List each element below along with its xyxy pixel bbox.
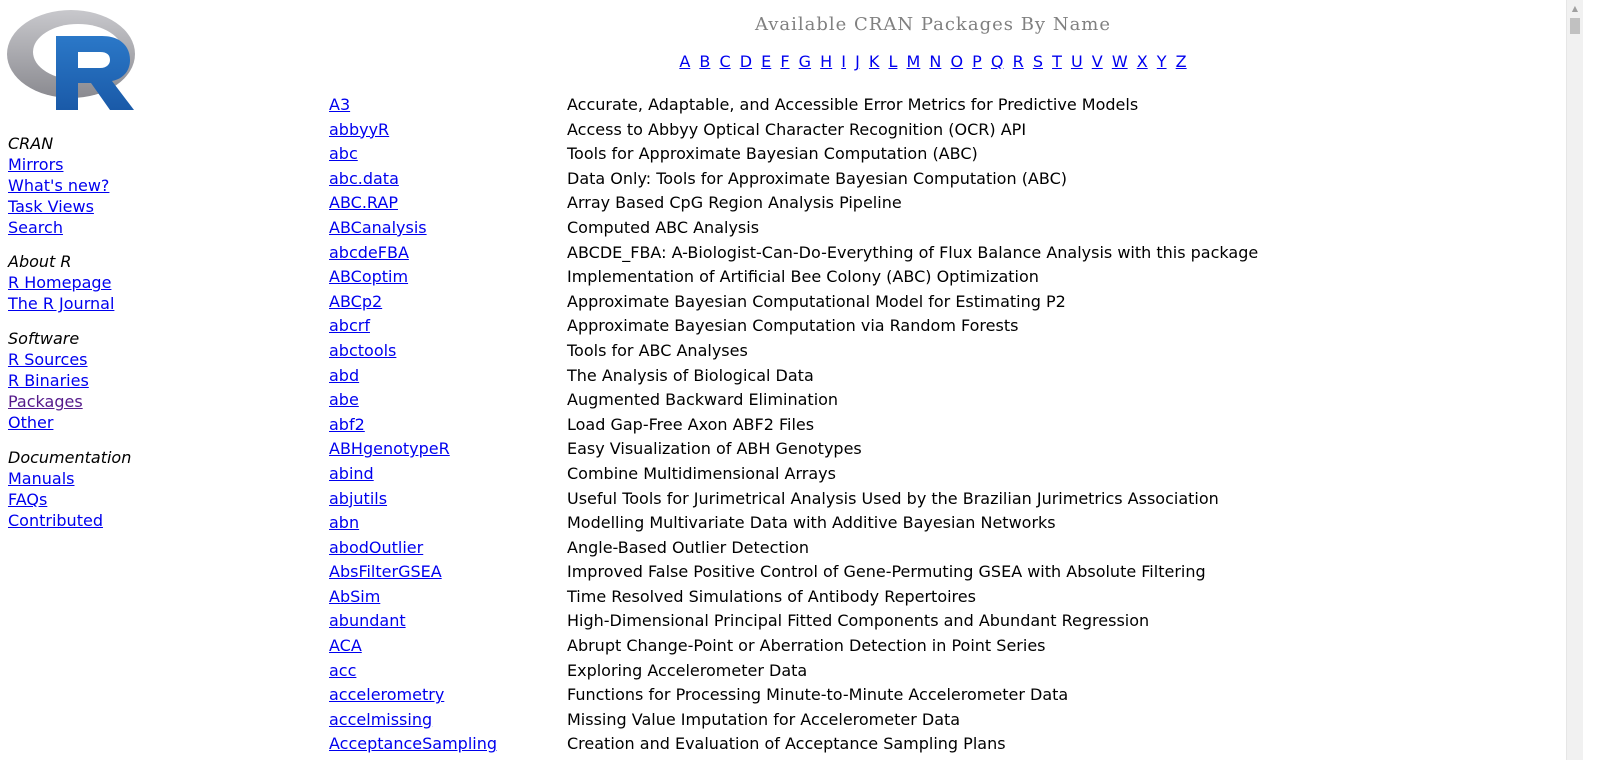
- table-row: [329, 708, 1329, 733]
- table-row: [329, 413, 1329, 438]
- package-link[interactable]: abe: [329, 390, 359, 410]
- package-title: Tools for Approximate Bayesian Computation (ABC): [567, 144, 978, 164]
- table-row: [329, 585, 1329, 610]
- letter-link-s[interactable]: S: [1032, 52, 1043, 71]
- table-row: [329, 487, 1329, 512]
- package-link[interactable]: abf2: [329, 414, 365, 434]
- package-title: Modelling Multivariate Data with Additive Bayesian Networks: [567, 513, 1056, 533]
- page-title: Available CRAN Packages By Name: [754, 14, 1112, 35]
- table-row: [329, 462, 1329, 487]
- package-link[interactable]: abundant: [329, 611, 406, 631]
- package-link[interactable]: ABC.RAP: [329, 193, 398, 213]
- package-link[interactable]: abcdeFBA: [329, 242, 409, 262]
- table-row: [329, 511, 1329, 536]
- scroll-up-arrow-icon[interactable]: ▲: [1571, 4, 1579, 13]
- package-link[interactable]: abc.data: [329, 168, 399, 188]
- nav-link-mirrors[interactable]: Mirrors: [8, 155, 64, 174]
- table-row: [329, 683, 1329, 708]
- letter-link-c[interactable]: C: [719, 52, 731, 71]
- package-title: Combine Multidimensional Arrays: [567, 463, 836, 483]
- sidebar: [0, 0, 300, 760]
- package-link[interactable]: accelmissing: [329, 709, 433, 729]
- package-link[interactable]: ABCanalysis: [329, 217, 427, 237]
- package-link[interactable]: abd: [329, 365, 360, 385]
- vertical-scrollbar[interactable]: [1566, 0, 1583, 760]
- table-row: [329, 265, 1329, 290]
- nav-heading-cran: CRAN: [8, 134, 54, 153]
- letter-link-n[interactable]: N: [929, 52, 942, 71]
- letter-link-u[interactable]: U: [1070, 52, 1083, 71]
- package-title: Approximate Bayesian Computation via Random Forests: [567, 316, 1019, 336]
- letter-link-d[interactable]: D: [739, 52, 753, 71]
- package-title: Angle-Based Outlier Detection: [567, 537, 810, 557]
- package-title: Computed ABC Analysis: [567, 217, 760, 237]
- letter-link-j[interactable]: J: [855, 52, 860, 71]
- package-link[interactable]: AbsFilterGSEA: [329, 562, 442, 582]
- package-title: Missing Value Imputation for Accelerometer Data: [567, 709, 961, 729]
- letter-link-y[interactable]: Y: [1156, 52, 1167, 71]
- table-row: [329, 339, 1329, 364]
- scrollbar-thumb[interactable]: [1570, 18, 1580, 34]
- table-row: [329, 609, 1329, 634]
- window-edge: [1583, 0, 1598, 760]
- letter-link-b[interactable]: B: [699, 52, 711, 71]
- table-row: [329, 191, 1329, 216]
- nav-link-r-binaries[interactable]: R Binaries: [8, 371, 89, 390]
- package-link[interactable]: abbyyR: [329, 119, 390, 139]
- letter-link-i[interactable]: I: [841, 52, 846, 71]
- package-link[interactable]: AbSim: [329, 586, 381, 606]
- package-title: Access to Abbyy Optical Character Recognition (OCR) API: [567, 119, 1027, 139]
- table-row: [329, 388, 1329, 413]
- table-row: [329, 93, 1329, 118]
- nav-heading-software: Software: [8, 329, 80, 348]
- letter-link-q[interactable]: Q: [990, 52, 1004, 71]
- package-title: Abrupt Change-Point or Aberration Detection in Point Series: [567, 636, 1046, 656]
- package-title: Load Gap-Free Axon ABF2 Files: [567, 414, 815, 434]
- table-row: [329, 167, 1329, 192]
- nav-heading-documentation: Documentation: [8, 448, 132, 467]
- nav-link-r-homepage[interactable]: R Homepage: [8, 273, 112, 292]
- package-title: ABCDE_FBA: A-Biologist-Can-Do-Everything of Flux Balance Analysis with this package: [567, 242, 1259, 262]
- letter-link-k[interactable]: K: [868, 52, 880, 71]
- package-title: Implementation of Artificial Bee Colony (ABC) Optimization: [567, 267, 1039, 287]
- nav-link-r-journal[interactable]: The R Journal: [8, 294, 115, 313]
- package-title: Useful Tools for Jurimetrical Analysis Used by the Brazilian Jurimetrics Association: [567, 488, 1219, 508]
- letter-link-r[interactable]: R: [1012, 52, 1024, 71]
- package-link[interactable]: abcrf: [329, 316, 370, 336]
- nav-group-documentation: [8, 447, 288, 531]
- letter-link-g[interactable]: G: [798, 52, 812, 71]
- package-title: Time Resolved Simulations of Antibody Repertoires: [567, 586, 976, 606]
- package-title: Improved False Positive Control of Gene-Permuting GSEA with Absolute Filtering: [567, 562, 1206, 582]
- nav-group-about-r: [8, 251, 288, 314]
- table-row: [329, 314, 1329, 339]
- letter-link-v[interactable]: V: [1091, 52, 1103, 71]
- package-link[interactable]: ACA: [329, 636, 362, 656]
- letter-link-p[interactable]: P: [972, 52, 982, 71]
- package-title: Creation and Evaluation of Acceptance Sampling Plans: [567, 734, 1006, 754]
- alphabet-nav: [300, 52, 1566, 72]
- table-row: [329, 216, 1329, 241]
- nav-group-cran: [8, 133, 288, 238]
- letter-link-z[interactable]: Z: [1175, 52, 1187, 71]
- table-row: [329, 659, 1329, 684]
- letter-link-a[interactable]: A: [679, 52, 691, 71]
- table-row: [329, 118, 1329, 143]
- letter-link-f[interactable]: F: [780, 52, 790, 71]
- table-row: [329, 732, 1329, 757]
- package-title: Data Only: Tools for Approximate Bayesian Computation (ABC): [567, 168, 1067, 188]
- package-link[interactable]: abodOutlier: [329, 537, 424, 557]
- package-link[interactable]: abjutils: [329, 488, 388, 508]
- r-logo[interactable]: [6, 6, 140, 112]
- package-title: The Analysis of Biological Data: [567, 365, 814, 385]
- package-link[interactable]: abctools: [329, 340, 397, 360]
- letter-link-h[interactable]: H: [820, 52, 833, 71]
- letter-link-t[interactable]: T: [1052, 52, 1062, 71]
- letter-link-x[interactable]: X: [1136, 52, 1148, 71]
- package-link[interactable]: abc: [329, 144, 358, 164]
- letter-link-e[interactable]: E: [761, 52, 772, 71]
- nav-link-faqs[interactable]: FAQs: [8, 490, 48, 509]
- package-table: [329, 93, 1329, 757]
- package-title: Easy Visualization of ABH Genotypes: [567, 439, 862, 459]
- package-link[interactable]: abn: [329, 513, 360, 533]
- table-row: [329, 364, 1329, 389]
- table-row: [329, 536, 1329, 561]
- table-row: [329, 560, 1329, 585]
- package-link[interactable]: AcceptanceSampling: [329, 734, 498, 754]
- table-row: [329, 142, 1329, 167]
- package-title: Accurate, Adaptable, and Accessible Error Metrics for Predictive Models: [567, 95, 1139, 114]
- package-link[interactable]: abind: [329, 463, 374, 483]
- package-title: Functions for Processing Minute-to-Minute Accelerometer Data: [567, 685, 1069, 705]
- nav-heading-about-r: About R: [8, 252, 72, 271]
- table-row: [329, 290, 1329, 315]
- package-link[interactable]: accelerometry: [329, 685, 445, 705]
- nav-link-whats-new[interactable]: What's new?: [8, 176, 110, 195]
- nav-link-contributed[interactable]: Contributed: [8, 511, 103, 530]
- package-title: Array Based CpG Region Analysis Pipeline: [567, 193, 902, 213]
- main-content: [300, 0, 1566, 760]
- nav-link-packages[interactable]: Packages: [8, 392, 83, 411]
- table-row: [329, 437, 1329, 462]
- letter-link-o[interactable]: O: [950, 52, 964, 71]
- table-row: [329, 634, 1329, 659]
- nav-group-software: [8, 328, 288, 433]
- nav-link-search[interactable]: Search: [8, 218, 63, 237]
- package-link[interactable]: acc: [329, 660, 357, 680]
- table-row: [329, 241, 1329, 266]
- letter-link-m[interactable]: M: [906, 52, 921, 71]
- nav-link-other[interactable]: Other: [8, 413, 54, 432]
- nav-link-r-sources[interactable]: R Sources: [8, 350, 88, 369]
- package-title: Exploring Accelerometer Data: [567, 660, 808, 680]
- package-link[interactable]: ABCp2: [329, 291, 383, 311]
- letter-link-w[interactable]: W: [1111, 52, 1128, 71]
- nav-link-manuals[interactable]: Manuals: [8, 469, 75, 488]
- package-title: Augmented Backward Elimination: [567, 390, 839, 410]
- letter-link-l[interactable]: L: [888, 52, 898, 71]
- nav-link-task-views[interactable]: Task Views: [8, 197, 94, 216]
- package-link[interactable]: ABHgenotypeR: [329, 439, 450, 459]
- package-link[interactable]: A3: [329, 95, 351, 114]
- package-title: High-Dimensional Principal Fitted Components and Abundant Regression: [567, 611, 1150, 631]
- package-link[interactable]: ABCoptim: [329, 267, 409, 287]
- package-title: Approximate Bayesian Computational Model for Estimating P2: [567, 291, 1066, 311]
- package-title: Tools for ABC Analyses: [567, 340, 748, 360]
